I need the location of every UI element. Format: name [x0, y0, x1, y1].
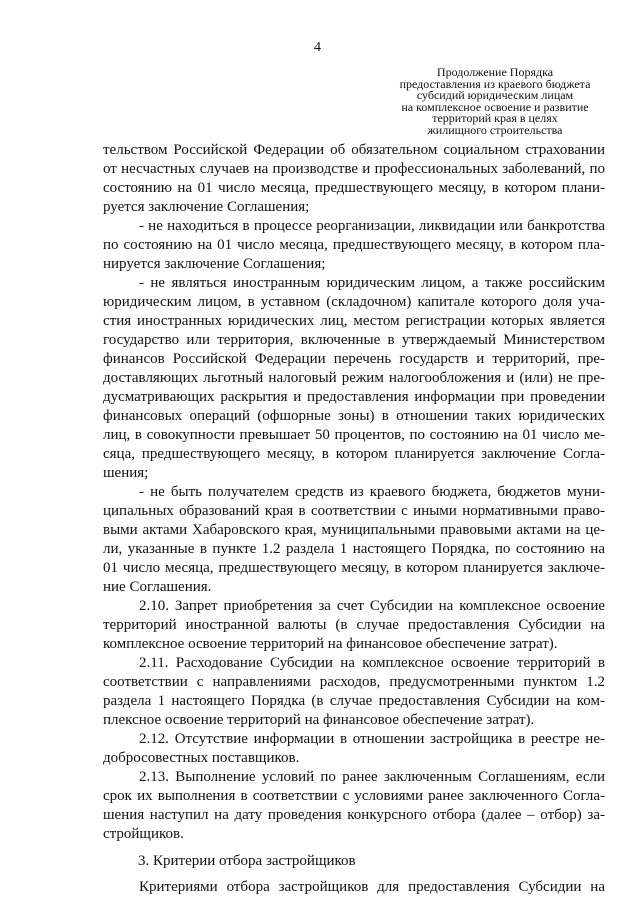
header-line: субсидий юридическим лицам — [416, 88, 574, 103]
body-line: финансов Российской Федерации перечень государств и территорий, пре- — [103, 351, 605, 367]
body-line: тельством Российской Федерации об обязательном социальном страховании — [103, 142, 605, 158]
header-line: на комплексное освоение и развитие — [401, 99, 589, 114]
body-line: соответствии с направлениями расходов, предусмотренными пунктом 1.2 — [103, 674, 605, 690]
body-line: юридическим лицом, в уставном (складочном) капитале которого доля уча- — [103, 294, 605, 310]
body-line: территорий иностранной валюты (в случае предоставления Субсидии на — [103, 617, 605, 633]
header-line: жилищного строительства — [427, 122, 563, 137]
body-line: ли, указанные в пункте 1.2 раздела 1 настоящего Порядка, по состоянию на — [103, 541, 605, 557]
body-line: плексное освоение территорий на финансовое обеспечение затрат). — [103, 712, 535, 728]
body-line: состоянию на 01 число месяца, предшествующего месяцу, в котором плани- — [103, 180, 605, 196]
body-line: стия иностранных юридических лиц, местом регистрации которых является — [103, 313, 605, 329]
body-line: нируется заключение Соглашения; — [103, 256, 326, 272]
body-line: 2.12. Отсутствие информации в отношении застройщика в реестре не- — [139, 731, 605, 747]
body-line: выми актами Хабаровского края, муниципальными правовыми актами на це- — [103, 522, 605, 538]
body-line: государство или территория, включенные в утверждаемый Министерством — [103, 332, 605, 348]
header-line: предоставления из краевого бюджета — [399, 76, 591, 91]
body-line: доставляющих льготный налоговый режим налогообложения и (или) не пре- — [103, 370, 605, 386]
header-line: территорий края в целях — [432, 111, 558, 126]
body-line: Критериями отбора застройщиков для предоставления Субсидии на — [139, 879, 605, 895]
body-line: ципальных образований края в соответствии с иными нормативными право- — [103, 503, 605, 519]
body-line: 2.11. Расходование Субсидии на комплексное освоение территорий в — [139, 655, 605, 671]
body-line: - не быть получателем средств из краевого бюджета, бюджетов муни- — [139, 484, 605, 500]
body-line: шения; — [103, 465, 149, 481]
body-line: шения наступил на дату проведения конкурсного отбора (далее – отбор) за- — [103, 807, 605, 823]
body-line: добросовестных поставщиков. — [103, 750, 300, 766]
body-line: - не находиться в процессе реорганизации, ликвидации или банкротства — [139, 218, 605, 234]
body-line: срок их выполнения в соответствии с условиями ранее заключенного Согла- — [103, 788, 605, 804]
body-line: 01 число месяца, предшествующего месяцу, в котором планируется заключе- — [103, 560, 605, 576]
page-number: 4 — [314, 40, 321, 55]
body-line: 2.10. Запрет приобретения за счет Субсидии на комплексное освоение — [139, 598, 605, 614]
body-line: стройщиков. — [103, 826, 184, 842]
body-line: лиц, в совокупности превышает 50 процентов, по состоянию на 01 число ме- — [103, 427, 605, 443]
header-line: Продолжение Порядка — [436, 65, 554, 79]
document-header — [385, 67, 605, 137]
body-line: руется заключение Соглашения; — [103, 199, 310, 215]
body-line: по состоянию на 01 число месяца, предшествующего месяцу, в котором пла- — [103, 237, 605, 253]
body-line: финансовых операций (офшорные зоны) в отношении таких юридических — [103, 408, 605, 424]
body-line: ние Соглашения. — [103, 579, 212, 595]
body-line: дусматривающих раскрытия и предоставления информации при проведении — [103, 389, 605, 405]
body-line: - не являться иностранным юридическим лицом, а также российским — [139, 275, 605, 291]
body-line: сяца, предшествующего месяцу, в котором планируется заключение Согла- — [103, 446, 605, 462]
body-line: комплексное освоение территорий на финансовое обеспечение затрат). — [103, 636, 558, 652]
section-heading: 3. Критерии отбора застройщиков — [138, 853, 356, 869]
body-line: 2.13. Выполнение условий по ранее заключенным Соглашениям, если — [139, 769, 605, 785]
body-line: от несчастных случаев на производстве и профессиональных заболеваний, по — [103, 161, 605, 177]
body-line: раздела 1 настоящего Порядка (в случае предоставления Субсидии на ком- — [103, 693, 605, 709]
